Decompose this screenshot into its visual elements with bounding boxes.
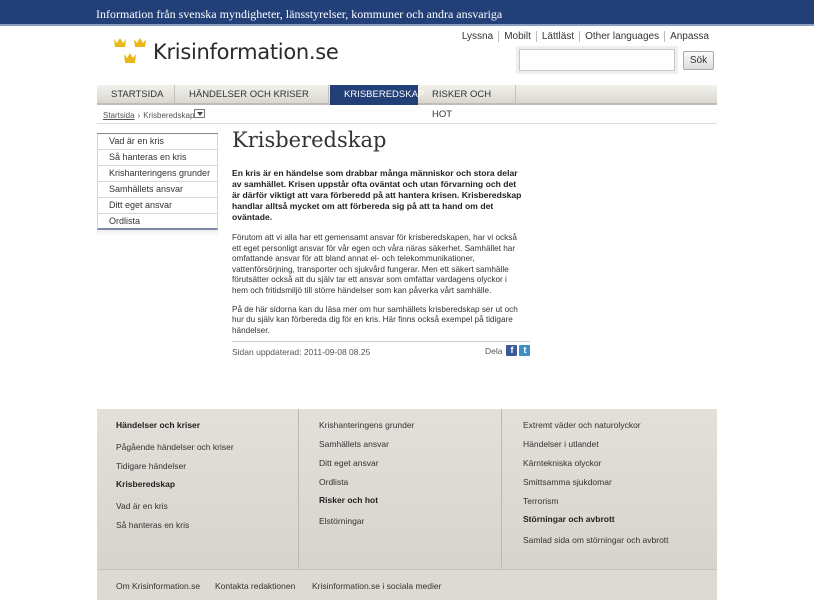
share-bar	[485, 345, 530, 356]
footer-link-samhallets[interactable]: Samhällets ansvar	[319, 439, 389, 449]
tab-handelser-och-kriser[interactable]	[175, 85, 329, 105]
breadcrumb-current: Krisberedskap	[143, 111, 195, 120]
sidenav-item-krishanteringens-grunder[interactable]: Krishanteringens grunder	[97, 166, 218, 182]
body-paragraph-1: Förutom att vi alla har ett gemensamt ansvar för krisberedskapen, har vi också ett eget personligt ansvar för vår egen och våra näras säkerhet. Samhället har omfattande ansvar för att bland annat el- och telekommunikationer, vattenförsörjning, transporter och sjukvård fungerar. Men ett säkert samhälle förutsätter också att du själv tar ett ansvar som omfattar vardagens olyckor i hem och fritidsmiljö till större händelser som kan påverka vårt samhälle.	[232, 233, 517, 295]
section-nav	[97, 133, 218, 236]
footer-heading-handelser[interactable]: Händelser och kriser	[116, 420, 201, 430]
footer-link-vad-ar-en-kris[interactable]: Vad är en kris	[116, 501, 168, 511]
footer-link-samlad-sida[interactable]: Samlad sida om störningar och avbrott	[523, 535, 669, 545]
footer-column-3	[502, 409, 717, 569]
footer-sitemap	[97, 409, 717, 569]
footer-link-sa-hanteras[interactable]: Så hanteras en kris	[116, 520, 190, 530]
breadcrumb-home[interactable]: Startsida	[103, 111, 135, 120]
footer-link-extremt-vader[interactable]: Extremt väder och naturolyckor	[523, 420, 641, 430]
footer-link-elstorningar[interactable]: Elstörningar	[319, 516, 365, 526]
tab-risker-och-hot[interactable]	[418, 85, 516, 120]
link-lyssna[interactable]: Lyssna	[461, 31, 494, 42]
footer-link-utlandet[interactable]: Händelser i utlandet	[523, 439, 599, 449]
three-crowns-icon	[113, 37, 147, 67]
link-kontakta[interactable]: Kontakta redaktionen	[215, 581, 296, 591]
footer-link-terrorism[interactable]: Terrorism	[523, 496, 559, 506]
top-banner-text: Information från svenska myndigheter, länsstyrelser, kommuner och andra ansvariga	[96, 7, 503, 21]
link-sociala-medier[interactable]: Krisinformation.se i sociala medier	[312, 581, 442, 591]
tab-label: RISKER OCH HOT	[432, 89, 492, 120]
link-om[interactable]: Om Krisinformation.se	[116, 581, 201, 591]
sidenav-item-ordlista[interactable]: Ordlista	[97, 214, 218, 230]
sidenav-item-vad-ar-en-kris[interactable]: Vad är en kris	[97, 134, 218, 150]
divider	[97, 123, 717, 124]
footer-heading-storningar[interactable]: Störningar och avbrott	[523, 514, 615, 524]
footer-link-tidigare[interactable]: Tidigare händelser	[116, 461, 187, 471]
sidenav-item-samhallets-ansvar[interactable]: Samhällets ansvar	[97, 182, 218, 198]
footer-link-karntekniska[interactable]: Kärntekniska olyckor	[523, 458, 602, 468]
sidenav-shadow	[97, 230, 218, 236]
footer-link-krishanteringens[interactable]: Krishanteringens grunder	[319, 420, 415, 430]
breadcrumb-separator-icon: ›	[137, 111, 141, 120]
footer-column-1	[97, 409, 299, 569]
search-input[interactable]	[519, 49, 675, 71]
dropdown-arrow-icon[interactable]	[194, 109, 205, 118]
link-lattlast[interactable]: Lättläst	[536, 31, 579, 42]
footer-link-pagaende[interactable]: Pågående händelser och kriser	[116, 442, 234, 452]
footer-link-smittsamma[interactable]: Smittsamma sjukdomar	[523, 477, 612, 487]
footer-column-2	[299, 409, 502, 569]
main-content	[232, 128, 522, 344]
footer-link-ditt-eget[interactable]: Ditt eget ansvar	[319, 458, 379, 468]
share-label: Dela	[485, 345, 503, 356]
top-banner	[0, 0, 814, 26]
bottom-links	[97, 569, 717, 600]
sidenav-item-sa-hanteras-en-kris[interactable]: Så hanteras en kris	[97, 150, 218, 166]
twitter-icon[interactable]: t	[519, 345, 530, 356]
breadcrumb	[103, 111, 194, 120]
page-title: Krisberedskap	[232, 128, 387, 152]
link-anpassa[interactable]: Anpassa	[664, 31, 714, 42]
utility-links	[457, 31, 714, 42]
main-nav	[97, 85, 717, 120]
footer-heading-krisberedskap[interactable]: Krisberedskap	[116, 479, 176, 489]
link-mobilt[interactable]: Mobilt	[498, 31, 536, 42]
lead-paragraph: En kris är en händelse som drabbar många människor och stora delar av samhället. Krisen uppstår ofta oväntat och utan förvarning och det är därför viktigt att vara förberedd på att hantera krisen. Krisberedskap handlar alltså mycket om att förbereda sig på att ta hand om det oväntade.	[232, 168, 522, 222]
search-button[interactable]: Sök	[683, 51, 714, 70]
tab-krisberedskap[interactable]	[330, 85, 425, 105]
sidenav-item-ditt-eget-ansvar[interactable]: Ditt eget ansvar	[97, 198, 218, 214]
footer-link-ordlista[interactable]: Ordlista	[319, 477, 349, 487]
site-logo[interactable]	[113, 37, 339, 67]
footer-heading-risker[interactable]: Risker och hot	[319, 495, 379, 505]
logo-text: Krisinformation.se	[153, 40, 339, 64]
tab-label: HÄNDELSER OCH KRISER	[189, 89, 309, 100]
facebook-icon[interactable]: f	[506, 345, 517, 356]
link-other-languages[interactable]: Other languages	[579, 31, 664, 42]
tab-startsida[interactable]	[97, 85, 175, 105]
body-paragraph-2: På de här sidorna kan du läsa mer om hur samhällets krisberedskap ser ut och hur du själv kan förbereda dig för en kris. Här finns också exempel på tidigare händelser.	[232, 304, 518, 335]
updated-text: Sidan uppdaterad: 2011-09-08 08.25	[232, 347, 371, 357]
tab-label: KRISBEREDSKAP	[344, 89, 425, 100]
tab-label: STARTSIDA	[111, 89, 164, 100]
